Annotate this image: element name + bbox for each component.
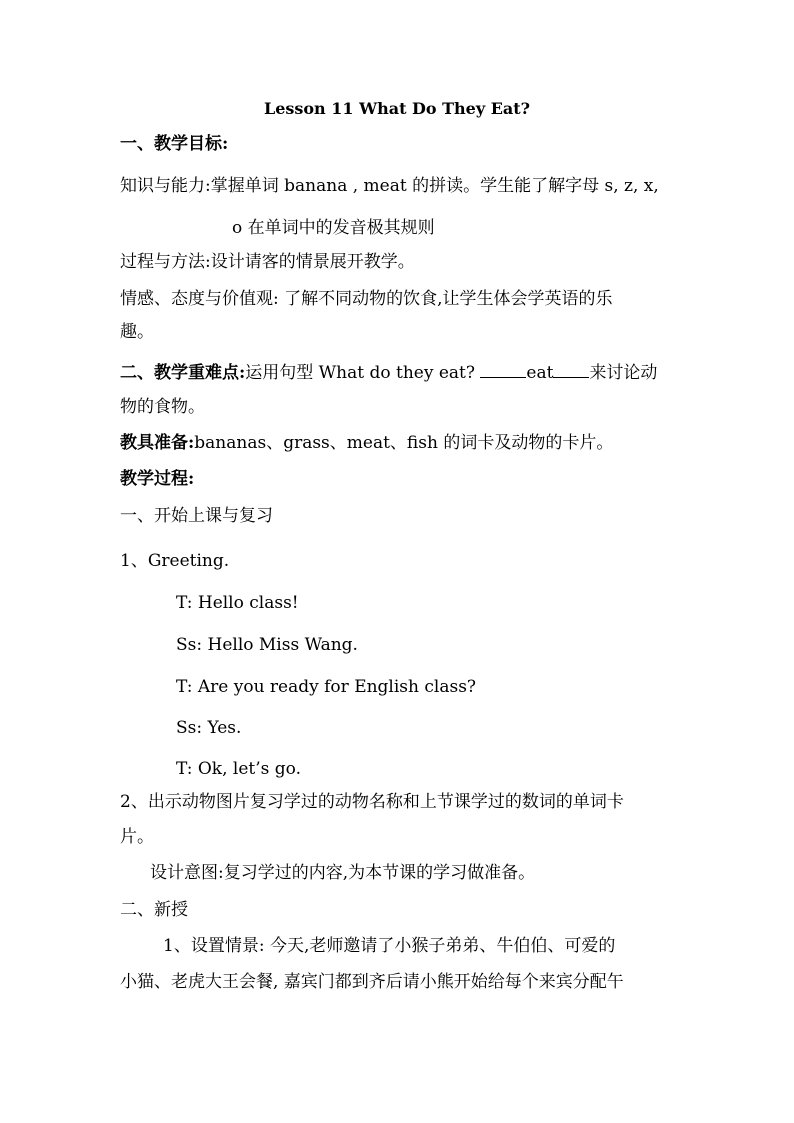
part1-heading: 一、开始上课与复习 (120, 506, 273, 526)
goal-emotion-continued: 趣。 (120, 322, 154, 342)
key-difficulties-continued: 物的食物。 (120, 397, 205, 417)
teaching-tools-text: bananas、grass、meat、fish 的词卡及动物的卡片。 (194, 433, 614, 453)
step2-review-continued: 片。 (120, 827, 154, 847)
key-difficulties-text-c: 来讨论动 (589, 363, 658, 383)
dialogue-line: Ss: Yes. (176, 718, 242, 738)
section-heading-goals: 一、教学目标: (120, 134, 229, 154)
dialogue-line: T: Ok, let’s go. (176, 759, 301, 779)
goal-emotion: 情感、态度与价值观: 了解不同动物的饮食,让学生体会学英语的乐 (120, 289, 613, 309)
key-difficulties-text-b: eat (526, 363, 554, 383)
goal-knowledge-label: 知识与能力: (120, 176, 211, 196)
page-title: Lesson 11 What Do They Eat? (263, 99, 531, 118)
new-step1: 1、设置情景: 今天,老师邀请了小猴子弟弟、牛伯伯、可爱的 (163, 936, 616, 956)
part2-heading: 二、新授 (120, 900, 188, 920)
answer-blank-2 (553, 361, 589, 378)
goal-process: 过程与方法:设计请客的情景展开教学。 (120, 252, 415, 272)
dialogue-line: Ss: Hello Miss Wang. (176, 635, 358, 655)
key-difficulties (120, 361, 657, 384)
dialogue-line: T: Are you ready for English class? (176, 677, 477, 697)
new-step1-continued: 小猫、老虎大王会餐, 嘉宾门都到齐后请小熊开始给每个来宾分配午 (120, 972, 624, 992)
step2-review: 2、出示动物图片复习学过的动物名称和上节课学过的数词的单词卡 (120, 792, 624, 812)
goal-knowledge-continued: o 在单词中的发音极其规则 (232, 218, 435, 238)
goal-knowledge-text: 掌握单词 banana , meat 的拼读。学生能了解字母 s, z, x, (210, 176, 659, 196)
answer-blank-1 (480, 361, 526, 378)
key-difficulties-label: 二、教学重难点: (120, 363, 246, 383)
design-intent: 设计意图:复习学过的内容,为本节课的学习做准备。 (150, 863, 536, 883)
step1-greeting: 1、Greeting. (120, 551, 230, 571)
process-heading: 教学过程: (120, 469, 195, 489)
teaching-tools (120, 432, 613, 454)
goal-knowledge (120, 175, 659, 197)
key-difficulties-text-a: 运用句型 What do they eat? (245, 363, 481, 383)
dialogue-line: T: Hello class! (176, 593, 299, 613)
teaching-tools-label: 教具准备: (120, 433, 195, 453)
